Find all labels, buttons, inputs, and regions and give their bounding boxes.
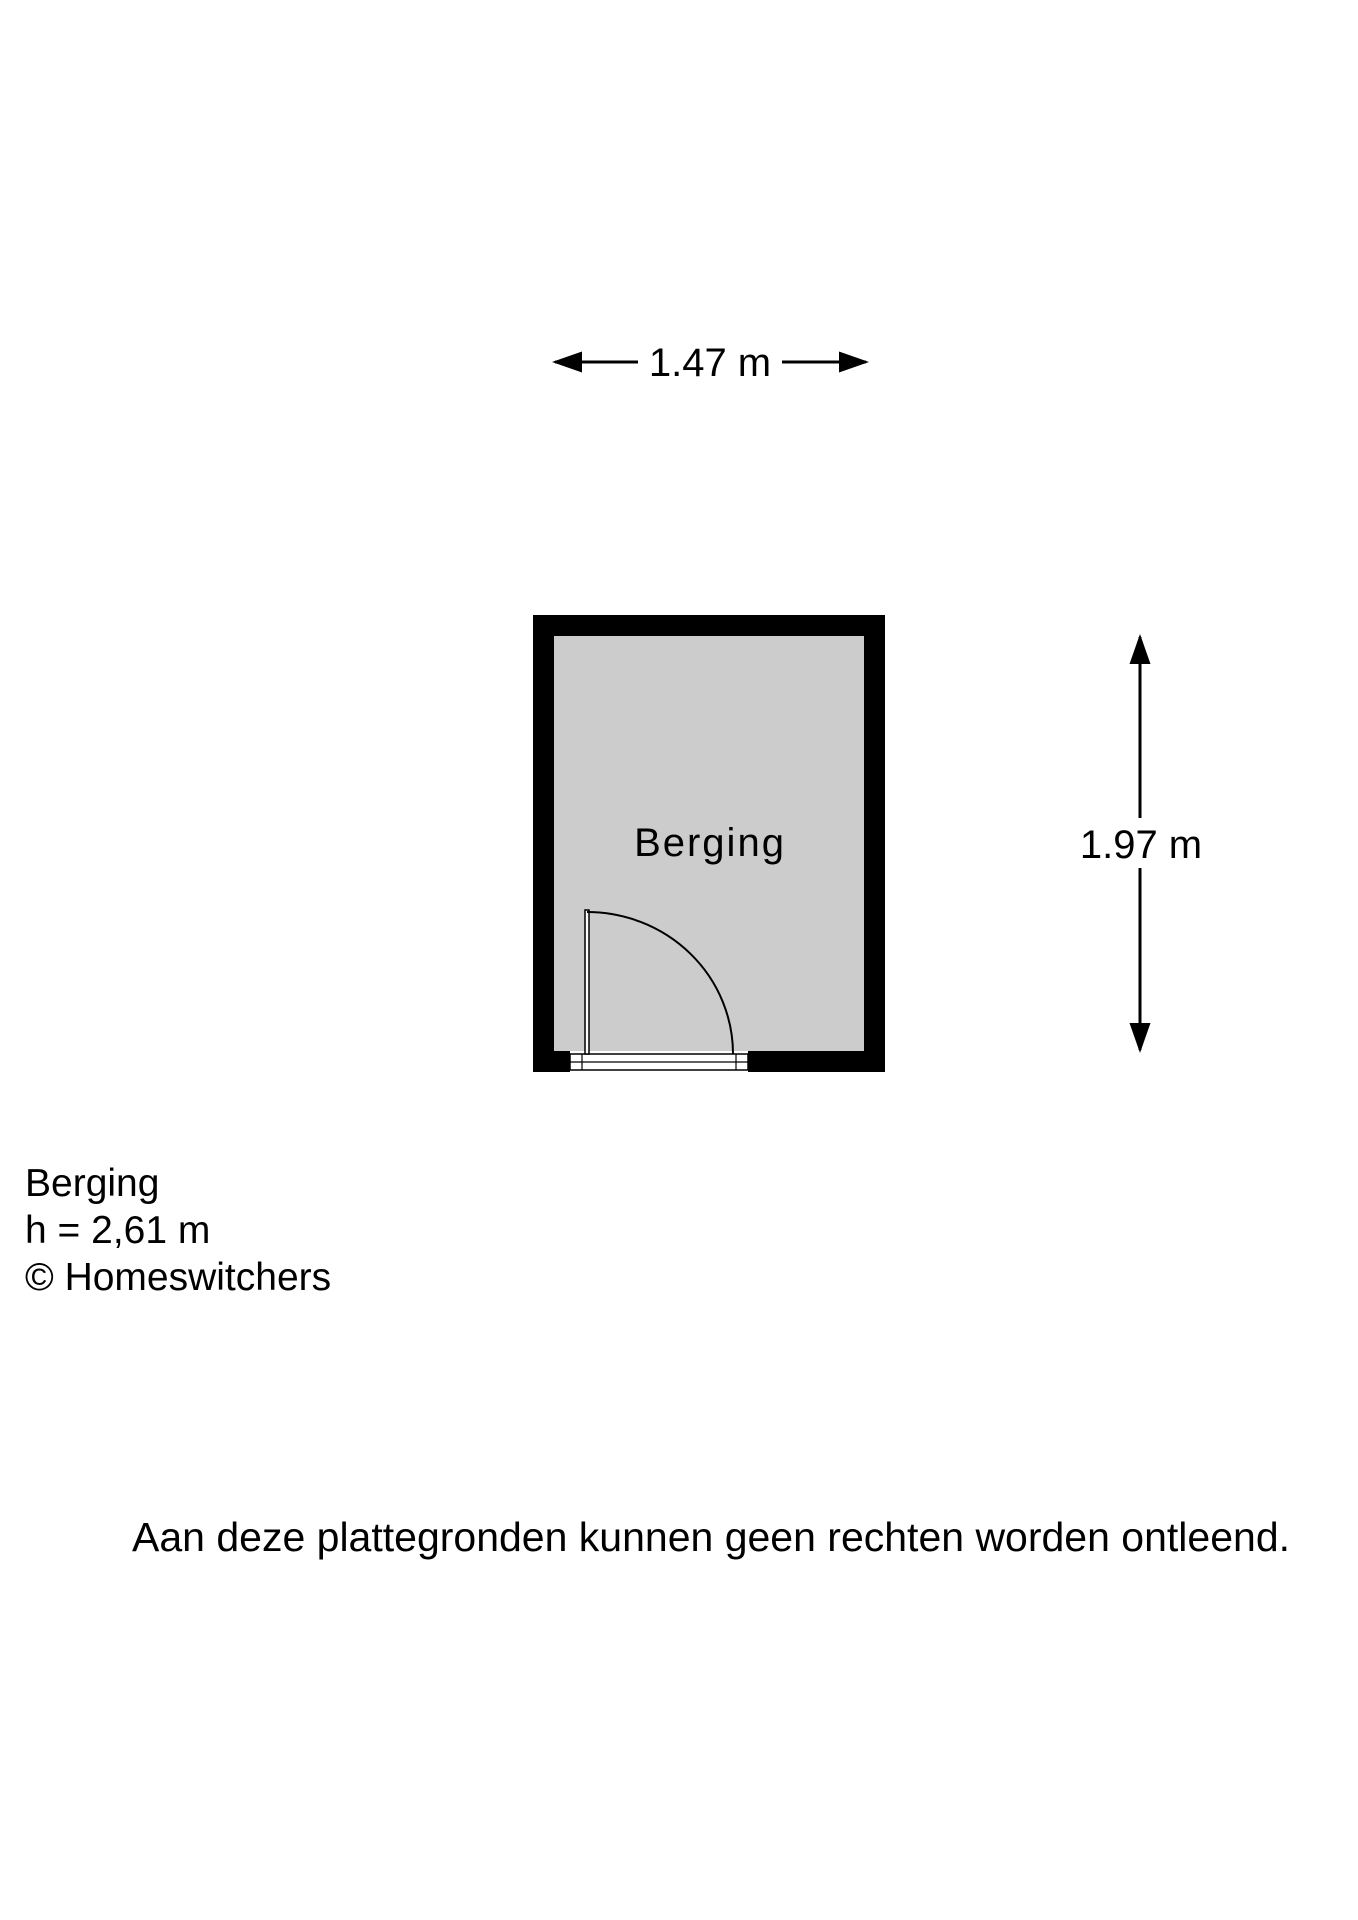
depth-dimension-label: 1.97 m	[1079, 823, 1203, 867]
width-dimension-label: 1.47 m	[648, 341, 772, 385]
room-name: Berging	[25, 1162, 160, 1205]
room-info	[25, 1160, 331, 1301]
room-height: h = 2,61 m	[25, 1209, 211, 1252]
room-label: Berging	[634, 821, 786, 865]
depth-dimension	[1080, 637, 1202, 1050]
disclaimer-text: Aan deze plattegronden kunnen geen rechten worden ontleend.	[132, 1514, 1291, 1560]
door-leaf	[585, 910, 589, 1054]
copyright-notice: © Homeswitchers	[25, 1256, 332, 1299]
width-dimension	[555, 341, 866, 385]
room-berging	[533, 615, 885, 1072]
